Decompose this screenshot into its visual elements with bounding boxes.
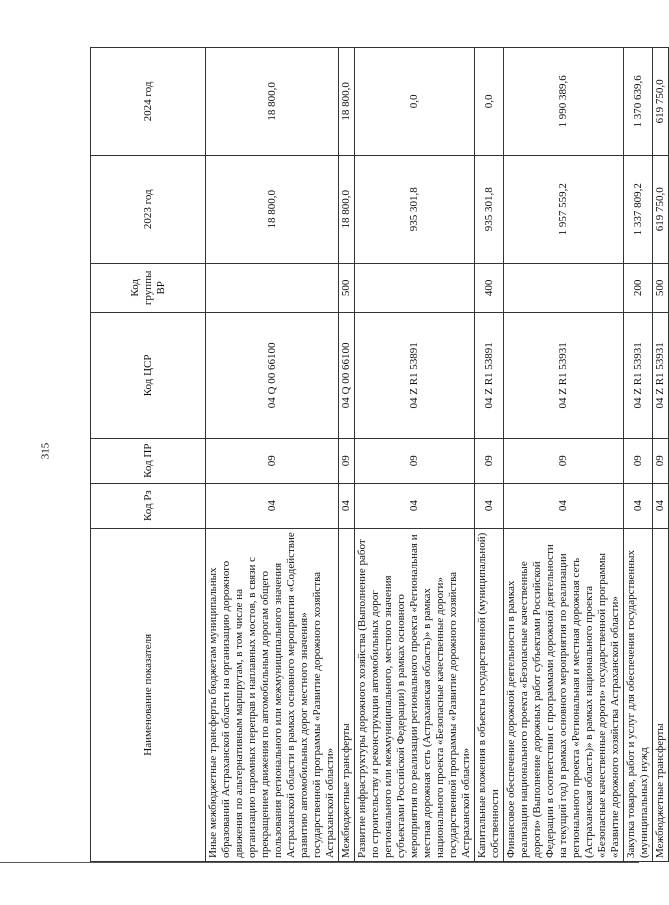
row-2023: 18 800,0 [206,155,339,263]
row-name: Закупка товаров, работ и услуг для обеспечения государственных (муниципальных) нужд [624,528,653,861]
row-vr [504,263,624,312]
row-2024: 1 370 639,6 [624,48,653,156]
row-csr: 04 Z R1 53931 [624,313,653,439]
row-pr: 09 [475,438,504,483]
row-2024: 0,0 [355,48,475,156]
row-2023: 18 800,0 [339,155,355,263]
row-pr: 09 [653,438,669,483]
row-2023: 619 750,0 [653,155,669,263]
table-row [206,48,339,862]
row-csr: 04 Z R1 53931 [653,313,669,439]
table-row [504,48,624,862]
row-rz: 04 [355,483,475,528]
row-2024: 0,0 [475,48,504,156]
row-csr: 04 Z R1 53891 [355,313,475,439]
rotated-table-container [90,47,666,862]
row-name: Иные межбюджетные трансферты бюджетам муниципальных образований Астраханской области на организацию дорожного движения по альтернативным маршрутам, в том числе на организацию паромных переправ и наплавных мостов, в связи с прекращением движения по автомобильным дорогам общего пользования регионального или межмуниципального значения Астраханской области в рамках основного мероприятия «Содействие развитию автомобильных дорог местного значения» государственной программы «Развитие дорожного хозяйства Астраханской области» [206,528,339,861]
budget-table [90,47,669,862]
row-2024: 1 990 389,6 [504,48,624,156]
table-row [339,48,355,862]
row-name: Финансовое обеспечение дорожной деятельности в рамках реализации национального проекта «Безопасные качественные дороги» (Выполнение дорожных работ субъектами Российской Федерации в соответствии с программами дорожной деятельности на текущий год) в рамках основного мероприятия по реализации регионального проекта «Региональная и местная дорожная сеть (Астраханская область)» в рамках национального проекта «Безопасные качественные дороги» государственной программы «Развитие дорожного хозяйства Астраханской области» [504,528,624,861]
header-2023: 2023 год [91,155,206,263]
table-row [355,48,475,862]
row-rz: 04 [624,483,653,528]
row-vr [206,263,339,312]
table-row [475,48,504,862]
row-pr: 09 [624,438,653,483]
row-vr: 500 [653,263,669,312]
row-csr: 04 Q 00 66100 [206,313,339,439]
table-row [624,48,653,862]
row-2023: 935 301,8 [355,155,475,263]
row-csr: 04 Q 00 66100 [339,313,355,439]
header-name: Наименование показателя [91,528,206,861]
row-vr: 500 [339,263,355,312]
row-pr: 09 [504,438,624,483]
row-vr: 400 [475,263,504,312]
row-2024: 619 750,0 [653,48,669,156]
row-rz: 04 [339,483,355,528]
row-name: Межбюджетные трансферты [339,528,355,861]
footer-divider [0,862,639,863]
row-pr: 09 [339,438,355,483]
row-2023: 1 957 559,2 [504,155,624,263]
header-vr: Код группы ВР [91,263,206,312]
row-2023: 1 337 809,2 [624,155,653,263]
header-2024: 2024 год [91,48,206,156]
header-rz: Код Рз [91,483,206,528]
header-row [91,48,206,862]
row-2023: 935 301,8 [475,155,504,263]
row-rz: 04 [653,483,669,528]
row-csr: 04 Z R1 53931 [504,313,624,439]
row-rz: 04 [206,483,339,528]
row-vr: 200 [624,263,653,312]
row-name: Капитальные вложения в объекты государственной (муниципальной) собственности [475,528,504,861]
row-vr [355,263,475,312]
row-name: Межбюджетные трансферты [653,528,669,861]
header-pr: Код ПР [91,438,206,483]
row-rz: 04 [475,483,504,528]
row-csr: 04 Z R1 53891 [475,313,504,439]
header-csr: Код ЦСР [91,313,206,439]
row-rz: 04 [504,483,624,528]
row-pr: 09 [355,438,475,483]
row-2024: 18 800,0 [339,48,355,156]
row-name: Развитие инфраструктуры дорожного хозяйства (Выполнение работ по строительству и реконструкции автомобильных дорог регионального или межмуниципального, местного значения субъектами Российской Федерации) в рамках основного мероприятия по реализации регионального проекта «Региональная и местная дорожная сеть (Астраханская область)» в рамках национального проекта «Безопасные качественные дороги» государственной программы «Развитие дорожного хозяйства Астраханской области» [355,528,475,861]
table-row [653,48,669,862]
row-pr: 09 [206,438,339,483]
page-number: 315 [39,442,52,460]
row-2024: 18 800,0 [206,48,339,156]
